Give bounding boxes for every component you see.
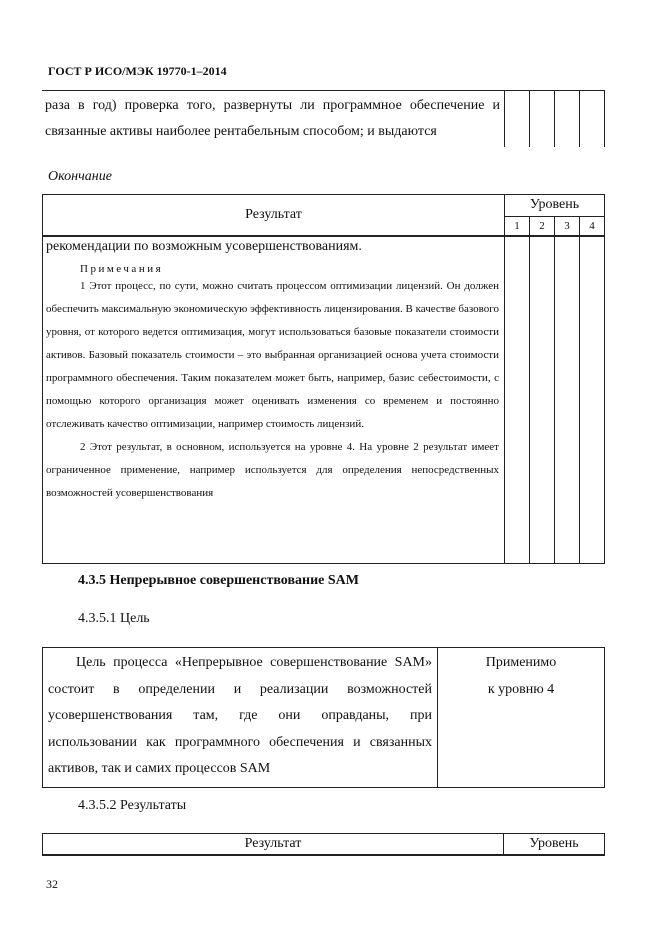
continued-text: раза в год) проверка того, развернуты ли программное обеспечение и связанные активы наиболее рентабельным способом; и выдаются [42,91,505,148]
results-result-header: Результат [43,834,504,856]
level-number-1: 1 [505,216,530,236]
applicable-line-1: Применимо [485,655,557,670]
level-column-header: Уровень [505,195,605,217]
goal-cell [43,648,438,788]
level-cell-1 [505,91,530,148]
level-body-1 [505,236,530,564]
level-cell-3 [555,91,580,148]
section-4-3-5-2-title: 4.3.5.2 Результаты [78,798,187,813]
notes-heading: Примечания [80,263,164,275]
note-1: 1 Этот процесс, по сути, можно считать процессом оптимизации лицензий. Он должен обеспечить максимальную экономическую эффективность лицензирования. В качестве базового уровня, от которого ведется оптимизация, могут использоваться базовые показатели стоимости активов. Базовый показатель стоимости – это выбранная организацией основа учета стоимости программного обеспечения. Таким показателем может быть, например, базис себестоимости, с помощью которого организация может оценивать изменения со временем и постоянно отслеживать качество оптимизации, например стоимость лицензий. [46,280,499,430]
document-header: ГОСТ Р ИСО/МЭК 19770-1–2014 [48,64,227,78]
section-4-3-5-title: 4.3.5 Непрерывное совершенствование SAM [78,573,359,588]
goal-text: Цель процесса «Непрерывное совершенствование SAM» состоит в определении и реализации возможностей усовершенствования там, где они оправданы, при использовании как программного обеспечения и связанных активов, так и самих процессов SAM [48,655,432,776]
level-body-3 [555,236,580,564]
continued-table [42,90,605,147]
applicable-line-2: к уровню 4 [487,681,555,697]
level-cell-2 [530,91,555,148]
outcome-table [42,194,605,564]
level-cell-4 [580,91,605,148]
note-2: 2 Этот результат, в основном, используется на уровне 4. На уровне 2 результат имеет ограниченное применение, например используется для определения непосредственных возможностей усовершенствования [46,441,499,499]
page-number: 32 [46,877,58,891]
level-body-2 [530,236,555,564]
outcome-body [43,236,505,564]
level-number-3: 3 [555,216,580,236]
section-4-3-5-1-title: 4.3.5.1 Цель [78,611,150,626]
goal-table [42,647,605,788]
level-number-4: 4 [580,216,605,236]
level-number-2: 2 [530,216,555,236]
results-table [42,833,605,856]
result-column-header: Результат [43,195,505,237]
applicability-cell [438,648,605,788]
results-level-header: Уровень [504,834,605,856]
ending-label: Окончание [48,169,112,184]
level-body-4 [580,236,605,564]
outcome-first-line: рекомендации по возможным усовершенствованиям. [46,239,362,254]
